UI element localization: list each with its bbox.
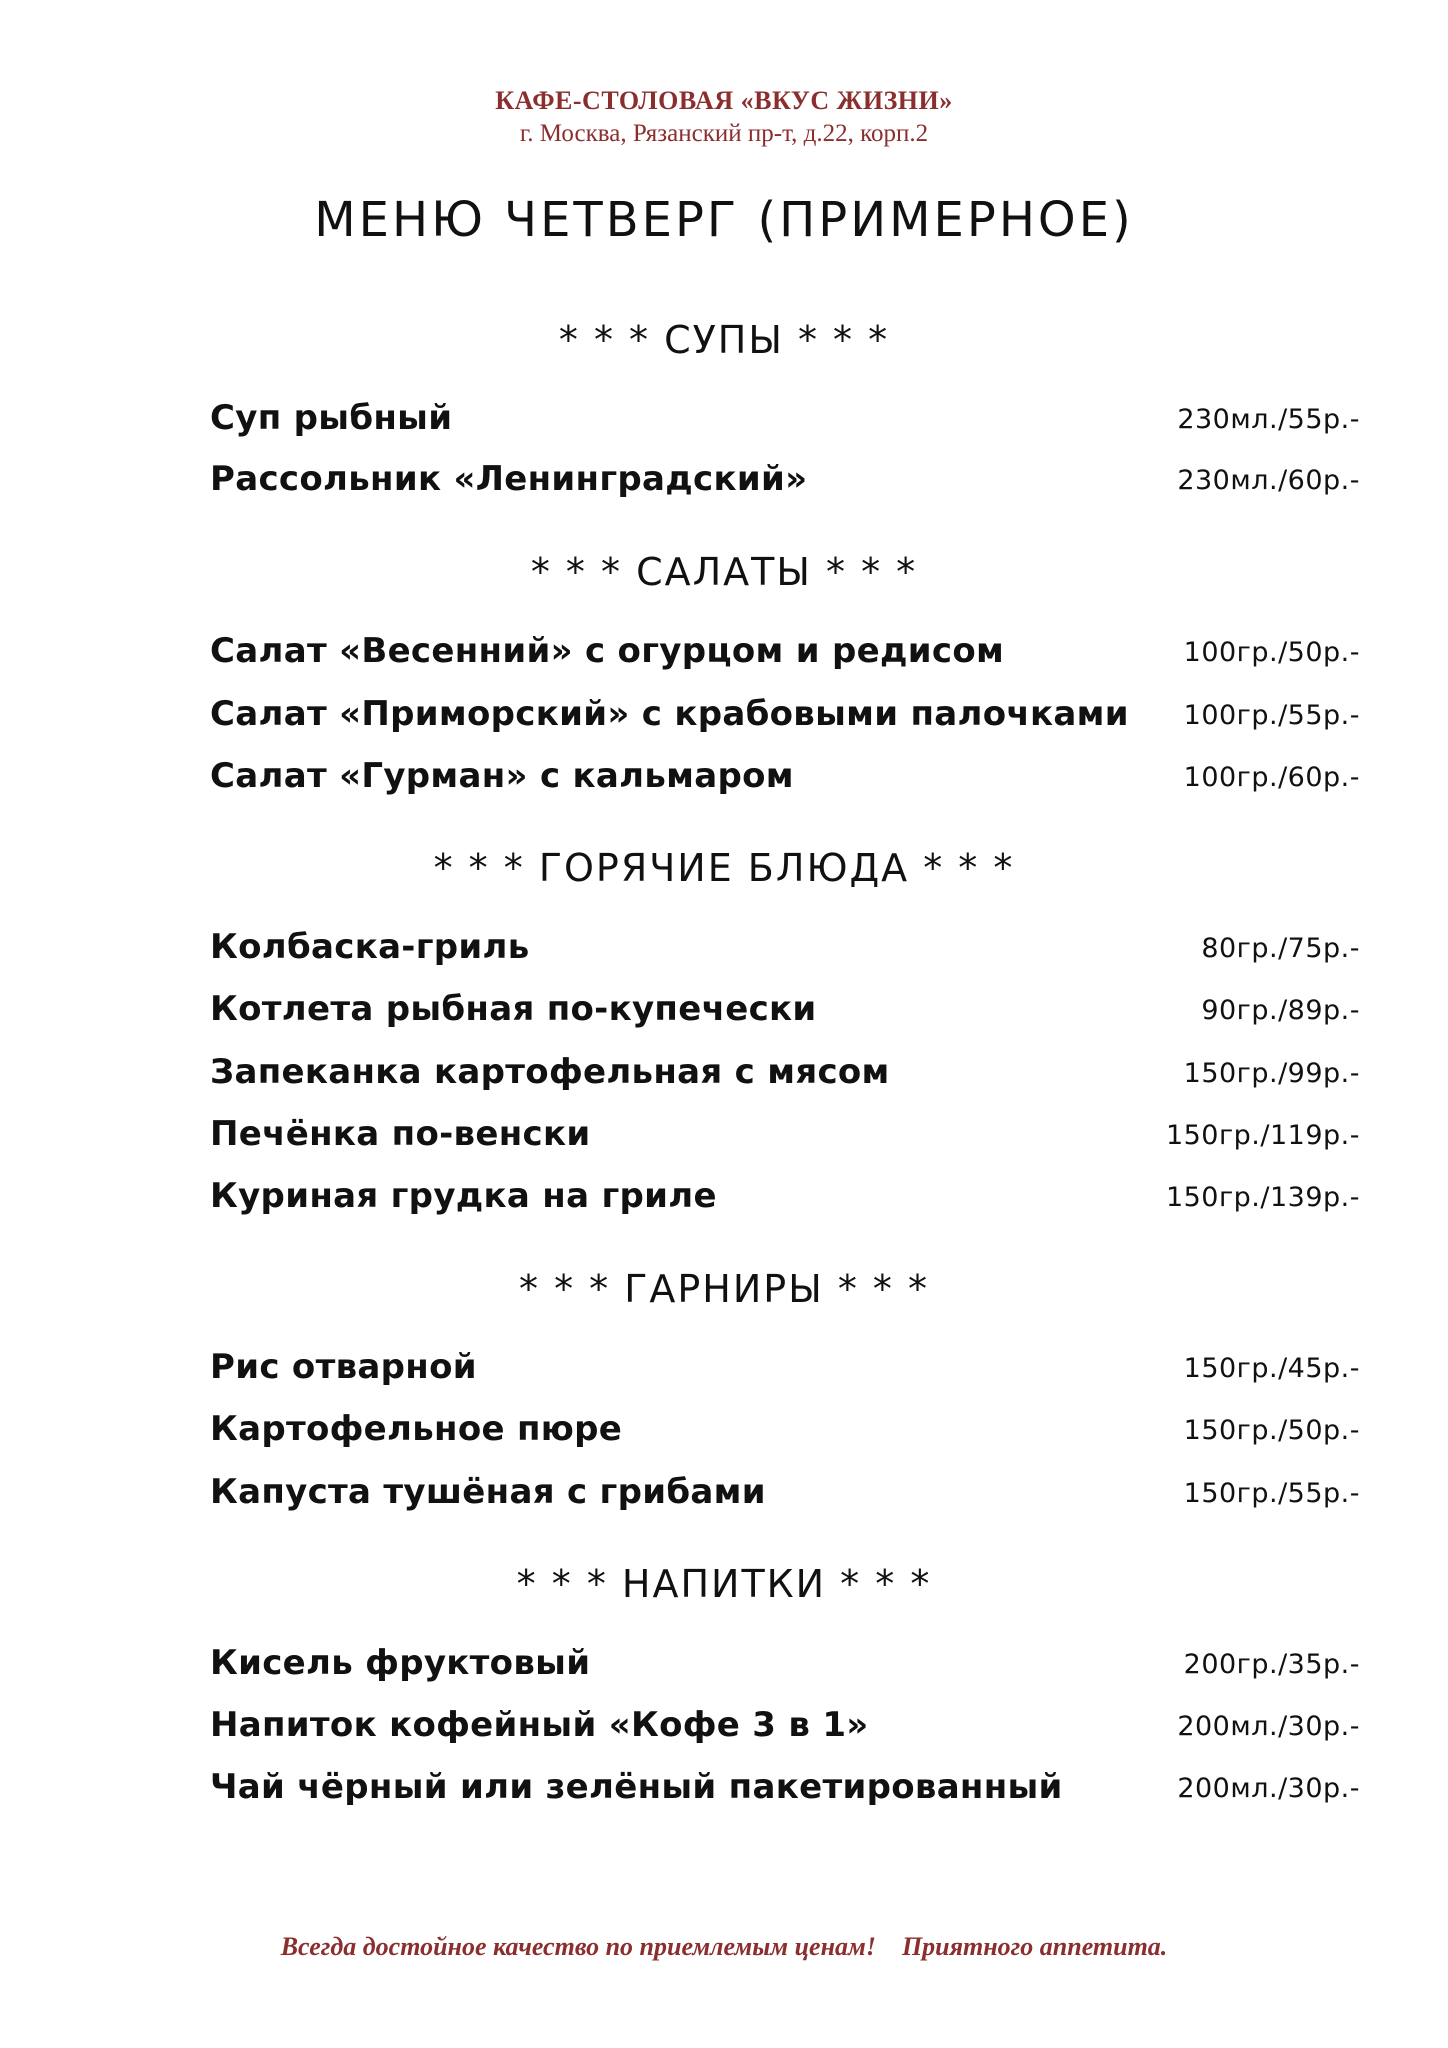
item-name: Картофельное пюре — [210, 1409, 623, 1449]
item-name: Рис отварной — [210, 1347, 477, 1387]
item-name: Куриная грудка на гриле — [210, 1176, 717, 1216]
section-title-garnishes: * * * ГАРНИРЫ * * * — [518, 1267, 929, 1311]
footer-slogan: Всегда достойное качество по приемлемым ценам! — [280, 1932, 876, 1961]
item-name: Салат «Гурман» с кальмаром — [210, 756, 794, 796]
item-name: Рассольник «Ленинградский» — [210, 459, 808, 499]
item-name: Суп рыбный — [210, 398, 453, 438]
item-price: 80гр./75р.- — [1201, 933, 1360, 964]
cafe-header — [0, 84, 1448, 150]
menu-item — [210, 394, 1360, 442]
section-title-hot-dishes: * * * ГОРЯЧИЕ БЛЮДА * * * — [433, 846, 1015, 890]
menu-item — [210, 1110, 1360, 1158]
menu-title: МЕНЮ ЧЕТВЕРГ (ПРИМЕРНОЕ) — [314, 192, 1134, 248]
section-title-soups: * * * СУПЫ * * * — [558, 318, 890, 362]
item-name: Капуста тушёная с грибами — [210, 1472, 766, 1512]
item-price: 100гр./55р.- — [1183, 700, 1360, 731]
menu-item — [210, 985, 1360, 1033]
item-price: 150гр./55р.- — [1183, 1478, 1360, 1509]
item-price: 150гр./50р.- — [1183, 1415, 1360, 1446]
item-price: 200гр./35р.- — [1183, 1649, 1360, 1680]
menu-item — [210, 1639, 1360, 1687]
menu-item — [210, 690, 1360, 738]
menu-item — [210, 1468, 1360, 1516]
menu-item — [210, 752, 1360, 800]
item-name: Печёнка по-венски — [210, 1114, 591, 1154]
item-price: 150гр./99р.- — [1183, 1058, 1360, 1089]
menu-item — [210, 1172, 1360, 1220]
item-name: Напиток кофейный «Кофе 3 в 1» — [210, 1705, 869, 1745]
item-price: 200мл./30р.- — [1177, 1773, 1360, 1804]
item-name: Чай чёрный или зелёный пакетированный — [210, 1767, 1063, 1807]
item-price: 230мл./55р.- — [1177, 404, 1360, 435]
item-price: 150гр./45р.- — [1183, 1353, 1360, 1384]
item-price: 150гр./139р.- — [1165, 1182, 1360, 1213]
item-name: Запеканка картофельная с мясом — [210, 1052, 890, 1092]
menu-item — [210, 1701, 1360, 1749]
item-name: Колбаска-гриль — [210, 927, 530, 967]
menu-item — [210, 1048, 1360, 1096]
item-price: 150гр./119р.- — [1165, 1120, 1360, 1151]
menu-item — [210, 1343, 1360, 1391]
item-price: 90гр./89р.- — [1201, 995, 1360, 1026]
item-name: Салат «Весенний» с огурцом и редисом — [210, 631, 1005, 671]
footer — [0, 1932, 1448, 1962]
menu-item — [210, 1405, 1360, 1453]
menu-item — [210, 627, 1360, 675]
item-price: 200мл./30р.- — [1177, 1711, 1360, 1742]
menu-item — [210, 455, 1360, 503]
cafe-name: КАФЕ-СТОЛОВАЯ «ВКУС ЖИЗНИ» — [495, 86, 953, 115]
item-name: Салат «Приморский» с крабовыми палочками — [210, 694, 1129, 734]
menu-item — [210, 1763, 1360, 1811]
item-price: 230мл./60р.- — [1177, 465, 1360, 496]
item-price: 100гр./50р.- — [1183, 637, 1360, 668]
menu-item — [210, 923, 1360, 971]
item-name: Котлета рыбная по-купечески — [210, 989, 817, 1029]
section-title-salads: * * * САЛАТЫ * * * — [530, 550, 918, 594]
item-name: Кисель фруктовый — [210, 1643, 591, 1683]
footer-wish: Приятного аппетита. — [901, 1932, 1168, 1961]
section-title-drinks: * * * НАПИТКИ * * * — [516, 1562, 932, 1606]
item-price: 100гр./60р.- — [1183, 762, 1360, 793]
cafe-address: г. Москва, Рязанский пр-т, д.22, корп.2 — [519, 120, 929, 147]
